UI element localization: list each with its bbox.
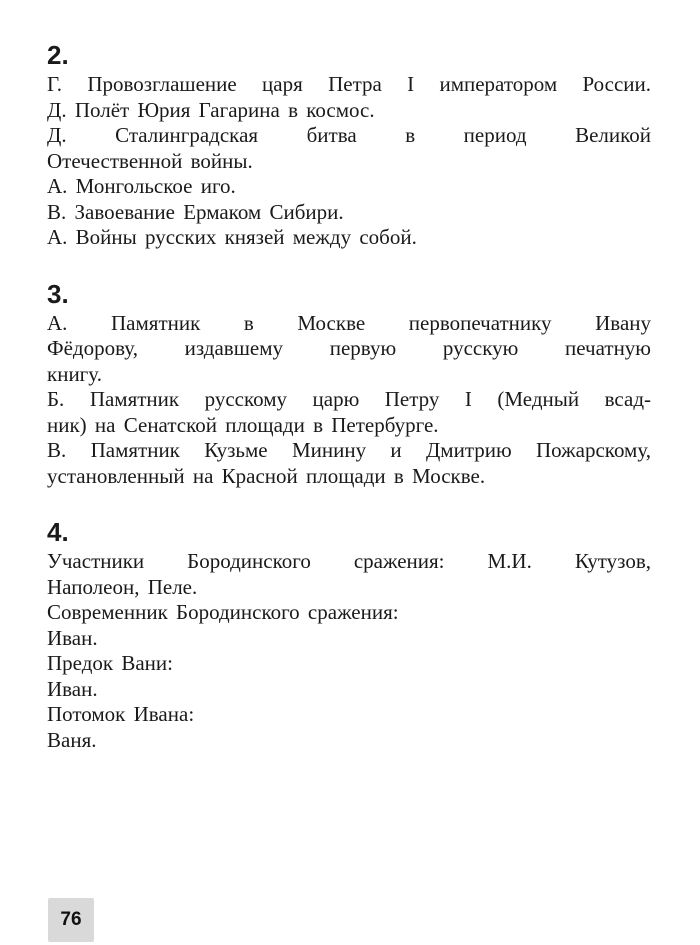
text-line: Наполеон, Пеле.	[47, 574, 198, 599]
text-line: Д. Сталинградская битва в период Великой	[47, 123, 651, 147]
text-line: установленный на Красной площади в Москве.	[47, 463, 486, 488]
text-line: А. Монгольское иго.	[47, 174, 236, 198]
text-line: Иван.	[47, 625, 98, 650]
text-line: А. Войны русских князей между собой.	[47, 225, 417, 249]
text-line: Ваня.	[47, 727, 97, 752]
text-line: Иван.	[47, 676, 98, 701]
section-number: 4.	[47, 517, 69, 547]
text-line: Предок Вани:	[47, 651, 173, 675]
text-line: В. Завоевание Ермаком Сибири.	[47, 199, 344, 224]
text-line: А. Памятник в Москве первопечатнику Ивану	[47, 310, 651, 335]
section-number: 3.	[47, 278, 69, 309]
section-3	[47, 279, 651, 490]
text-line: ник) на Сенатской площади в Петербурге.	[47, 412, 439, 437]
section-2	[47, 40, 651, 251]
page-content	[47, 40, 651, 781]
text-line: В. Памятник Кузьме Минину и Дмитрию Пожарскому,	[47, 438, 651, 462]
text-line: книгу.	[47, 361, 102, 386]
section-number: 2.	[47, 40, 69, 70]
text-line: Г. Провозглашение царя Петра I императором России.	[47, 72, 651, 96]
text-line: Отечественной войны.	[47, 148, 253, 173]
text-line: Участники Бородинского сражения: М.И. Кутузов,	[47, 549, 651, 573]
text-line: Потомок Ивана:	[47, 702, 195, 726]
text-line: Б. Памятник русскому царю Петру I (Медный всад-	[47, 387, 651, 411]
text-line: Фёдорову, издавшему первую русскую печатную	[47, 336, 651, 360]
page-number: 76	[48, 898, 94, 942]
text-line: Современник Бородинского сражения:	[47, 600, 399, 624]
section-4	[47, 517, 651, 753]
text-line: Д. Полёт Юрия Гагарина в космос.	[47, 97, 375, 122]
